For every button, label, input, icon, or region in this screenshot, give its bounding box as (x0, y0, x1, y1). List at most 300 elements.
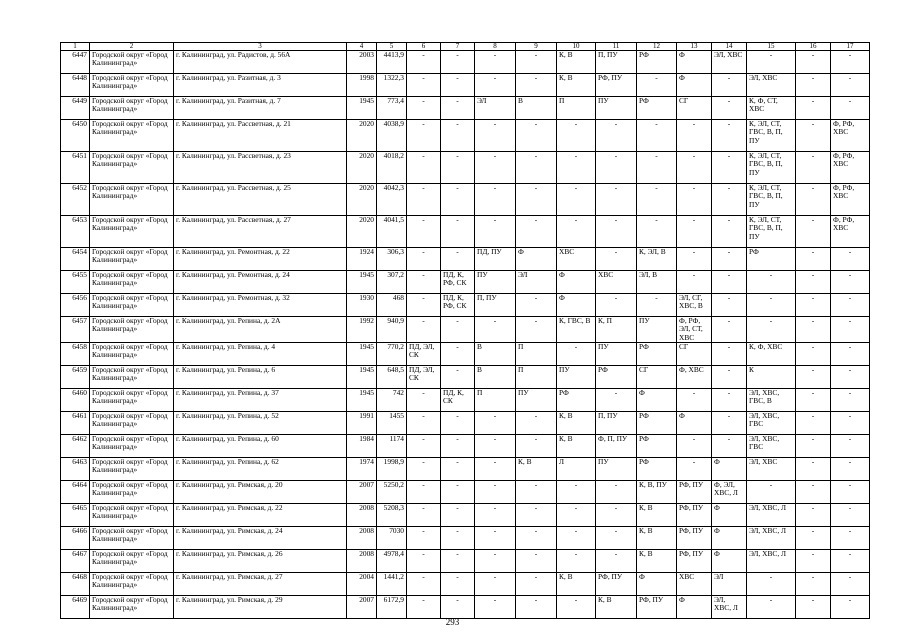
table-cell: - (516, 294, 557, 317)
table-cell: - (557, 152, 596, 184)
table-cell: - (441, 342, 475, 365)
table-cell: Ф (712, 457, 747, 480)
table-cell: - (407, 503, 441, 526)
table-cell: - (441, 120, 475, 152)
column-number: 3 (174, 43, 347, 51)
table-cell: - (596, 152, 637, 184)
table-cell: 2020 (347, 120, 377, 152)
table-cell: 6464 (61, 480, 90, 503)
table-cell: - (407, 434, 441, 457)
table-cell: РФ (637, 457, 677, 480)
column-number: 8 (475, 43, 516, 51)
table-cell: - (712, 216, 747, 248)
table-cell: 6462 (61, 434, 90, 457)
table-cell: 6458 (61, 342, 90, 365)
table-cell: - (831, 526, 870, 549)
table-cell: Городской округ «Город Калининград» (90, 595, 174, 618)
table-cell: - (407, 51, 441, 74)
table-cell: ЭЛ, ХВС, ГВС, В (747, 388, 796, 411)
table-cell: Ф (516, 248, 557, 271)
table-cell: 773,4 (377, 97, 407, 120)
table-cell: - (712, 342, 747, 365)
table-cell: - (747, 317, 796, 343)
table-cell: - (516, 549, 557, 572)
table-cell: 2007 (347, 595, 377, 618)
table-cell: - (407, 595, 441, 618)
table-cell: ХВС (677, 572, 712, 595)
table-cell: 4018,2 (377, 152, 407, 184)
table-cell: - (796, 216, 831, 248)
table-cell: 6468 (61, 572, 90, 595)
table-cell: - (441, 152, 475, 184)
table-row (61, 526, 870, 549)
table-cell: 1945 (347, 97, 377, 120)
table-cell: - (475, 549, 516, 572)
table-cell: П, ПУ (596, 51, 637, 74)
table-cell: 1441,2 (377, 572, 407, 595)
table-cell: г. Калининград, ул. Радистов, д. 56А (174, 51, 347, 74)
table-cell: - (596, 216, 637, 248)
table-cell: 5208,3 (377, 503, 407, 526)
table-cell: - (441, 365, 475, 388)
table-cell: Городской округ «Город Калининград» (90, 572, 174, 595)
table-cell: - (796, 271, 831, 294)
table-cell: - (747, 51, 796, 74)
table-cell: - (516, 572, 557, 595)
table-cell: - (441, 248, 475, 271)
table-cell: - (407, 216, 441, 248)
table-cell: г. Калининград, ул. Рассветная, д. 23 (174, 152, 347, 184)
table-cell: - (516, 317, 557, 343)
table-cell: Городской округ «Город Калининград» (90, 365, 174, 388)
table-cell: 6463 (61, 457, 90, 480)
table-cell: - (441, 595, 475, 618)
table-cell: - (677, 216, 712, 248)
table-cell: Ф, РФ, ХВС (831, 120, 870, 152)
table-cell: - (831, 271, 870, 294)
table-cell: РФ (557, 388, 596, 411)
table-cell: 6466 (61, 526, 90, 549)
table-cell: - (516, 503, 557, 526)
table-cell: - (441, 317, 475, 343)
table-cell: 2020 (347, 216, 377, 248)
table-cell: Городской округ «Город Калининград» (90, 248, 174, 271)
table-cell: 6467 (61, 549, 90, 572)
table-cell: - (516, 480, 557, 503)
table-cell: Ф, РФ, ХВС (831, 216, 870, 248)
table-cell: - (796, 457, 831, 480)
table-cell: 1930 (347, 294, 377, 317)
table-cell: - (407, 248, 441, 271)
table-cell: В (475, 365, 516, 388)
table-cell: - (796, 152, 831, 184)
table-cell: ЭЛ (516, 271, 557, 294)
table-cell: - (557, 184, 596, 216)
table-cell: г. Калининград, ул. Ремонтная, д. 22 (174, 248, 347, 271)
table-row (61, 294, 870, 317)
table-cell: К, П (596, 317, 637, 343)
table-cell: - (516, 184, 557, 216)
table-cell: - (475, 526, 516, 549)
table-cell: РФ, ПУ (677, 526, 712, 549)
table-cell: Ф (677, 74, 712, 97)
table-cell: - (677, 457, 712, 480)
table-cell: г. Калининград, ул. Ремонтная, д. 24 (174, 271, 347, 294)
table-cell: 6457 (61, 317, 90, 343)
table-row (61, 248, 870, 271)
table-cell: - (796, 184, 831, 216)
table-cell: ПУ (596, 342, 637, 365)
table-cell: 4041,5 (377, 216, 407, 248)
table-cell: - (796, 549, 831, 572)
table-cell: 1974 (347, 457, 377, 480)
table-row (61, 184, 870, 216)
table-cell: Ф (712, 549, 747, 572)
table-cell: К, ЭЛ, СТ, ГВС, В, П, ПУ (747, 152, 796, 184)
column-number: 6 (407, 43, 441, 51)
column-number: 9 (516, 43, 557, 51)
table-cell: - (796, 411, 831, 434)
table-cell: ЭЛ, В (637, 271, 677, 294)
table-cell: г. Калининград, ул. Репина, д. 60 (174, 434, 347, 457)
table-cell: Ф (637, 572, 677, 595)
table-cell: 1992 (347, 317, 377, 343)
table-cell: В (475, 342, 516, 365)
table-cell: - (516, 216, 557, 248)
table-cell: - (831, 549, 870, 572)
table-cell: - (831, 411, 870, 434)
table-cell: - (516, 595, 557, 618)
table-cell: П, ПУ (596, 411, 637, 434)
table-cell: К, ЭЛ, СТ, ГВС, В, П, ПУ (747, 184, 796, 216)
table-cell: - (596, 549, 637, 572)
table-row (61, 595, 870, 618)
table-cell: 1174 (377, 434, 407, 457)
table-cell: Городской округ «Город Калининград» (90, 294, 174, 317)
table-cell: г. Калининград, ул. Репина, д. 62 (174, 457, 347, 480)
table-cell: Ф, РФ, ХВС (831, 152, 870, 184)
table-cell: г. Калининград, ул. Репина, д. 52 (174, 411, 347, 434)
table-cell: РФ (596, 365, 637, 388)
table-cell: - (557, 342, 596, 365)
table-row (61, 97, 870, 120)
table-cell: 4413,9 (377, 51, 407, 74)
table-cell: - (441, 503, 475, 526)
table-cell: - (596, 294, 637, 317)
table-cell: 6447 (61, 51, 90, 74)
table-cell: - (475, 480, 516, 503)
table-cell: РФ (747, 248, 796, 271)
table-cell: Городской округ «Город Калининград» (90, 97, 174, 120)
table-cell: 307,2 (377, 271, 407, 294)
table-cell: - (831, 365, 870, 388)
table-cell: - (407, 120, 441, 152)
table-cell: ПД, К, РФ, СК (441, 294, 475, 317)
table-cell: К, В (637, 549, 677, 572)
column-number-row (61, 43, 870, 51)
table-cell: - (712, 184, 747, 216)
table-cell: г. Калининград, ул. Римская, д. 29 (174, 595, 347, 618)
table-cell: К, ЭЛ, В (637, 248, 677, 271)
table-cell: 468 (377, 294, 407, 317)
table-cell: - (796, 388, 831, 411)
table-cell: 742 (377, 388, 407, 411)
table-cell: - (441, 480, 475, 503)
table-cell: - (796, 503, 831, 526)
table-cell: - (637, 74, 677, 97)
table-row (61, 434, 870, 457)
table-cell: Городской округ «Город Калининград» (90, 457, 174, 480)
table-cell: Городской округ «Город Калининград» (90, 434, 174, 457)
table-cell: 2004 (347, 572, 377, 595)
column-number: 11 (596, 43, 637, 51)
table-cell: ЭЛ, ХВС, ГВС (747, 411, 796, 434)
table-cell: - (516, 51, 557, 74)
table-cell: г. Калининград, ул. Римская, д. 22 (174, 503, 347, 526)
table-cell: 6453 (61, 216, 90, 248)
table-cell: 1945 (347, 271, 377, 294)
table-cell: Ф (712, 503, 747, 526)
table-cell: РФ, ПУ (596, 572, 637, 595)
table-cell: - (475, 411, 516, 434)
table-cell: 6452 (61, 184, 90, 216)
table-cell: Городской округ «Город Калининград» (90, 120, 174, 152)
table-cell: - (796, 294, 831, 317)
table-cell: 1998 (347, 74, 377, 97)
table-cell: - (831, 248, 870, 271)
table-cell: - (407, 74, 441, 97)
table-cell: - (407, 97, 441, 120)
table-cell: К, В (516, 457, 557, 480)
table-cell: 6451 (61, 152, 90, 184)
table-cell: - (831, 480, 870, 503)
table-cell: - (475, 317, 516, 343)
table-cell: г. Калининград, ул. Разитная, д. 7 (174, 97, 347, 120)
table-cell: - (712, 120, 747, 152)
table-row (61, 342, 870, 365)
table-cell: - (712, 74, 747, 97)
table-cell: 6456 (61, 294, 90, 317)
table-cell: - (831, 74, 870, 97)
table-cell: ЭЛ, ХВС (712, 51, 747, 74)
table-row (61, 216, 870, 248)
table-cell: К, В (596, 595, 637, 618)
table-cell: РФ, ПУ (677, 480, 712, 503)
table-cell: 1998,9 (377, 457, 407, 480)
housing-register-table (60, 42, 870, 619)
table-row (61, 411, 870, 434)
table-cell: В (516, 97, 557, 120)
table-cell: - (596, 503, 637, 526)
table-cell: 1945 (347, 388, 377, 411)
table-cell: 6448 (61, 74, 90, 97)
table-cell: РФ (637, 97, 677, 120)
table-row (61, 152, 870, 184)
table-cell: 4978,4 (377, 549, 407, 572)
table-cell: СГ (637, 365, 677, 388)
table-cell: г. Калининград, ул. Римская, д. 26 (174, 549, 347, 572)
table-cell: Городской округ «Город Калининград» (90, 411, 174, 434)
table-cell: - (516, 434, 557, 457)
table-cell: - (831, 294, 870, 317)
table-cell: - (796, 595, 831, 618)
table-cell: 940,9 (377, 317, 407, 343)
table-cell: - (677, 120, 712, 152)
table-cell: 6465 (61, 503, 90, 526)
table-cell: К, ЭЛ, СТ, ГВС, В, П, ПУ (747, 216, 796, 248)
table-cell: - (407, 549, 441, 572)
table-cell: РФ, ПУ (677, 503, 712, 526)
table-cell: К, В (557, 434, 596, 457)
table-cell: - (747, 572, 796, 595)
table-cell: - (475, 51, 516, 74)
table-cell: Городской округ «Город Калининград» (90, 503, 174, 526)
table-cell: 306,3 (377, 248, 407, 271)
table-cell: ПД, К, РФ, СК (441, 271, 475, 294)
table-cell: П (516, 365, 557, 388)
column-number: 12 (637, 43, 677, 51)
table-cell: Городской округ «Город Калининград» (90, 51, 174, 74)
table-cell: 1322,3 (377, 74, 407, 97)
table-cell: - (475, 572, 516, 595)
table-cell: 2020 (347, 184, 377, 216)
table-cell: Городской округ «Город Калининград» (90, 271, 174, 294)
table-cell: - (796, 317, 831, 343)
table-cell: ПУ (475, 271, 516, 294)
table-cell: Городской округ «Город Калининград» (90, 526, 174, 549)
table-cell: Городской округ «Город Калининград» (90, 549, 174, 572)
table-cell: К, В, ПУ (637, 480, 677, 503)
table-cell: Ф (677, 595, 712, 618)
table-cell: - (407, 572, 441, 595)
table-cell: 1945 (347, 365, 377, 388)
table-cell: П (475, 388, 516, 411)
table-cell: - (796, 120, 831, 152)
table-cell: - (677, 184, 712, 216)
table-cell: - (441, 74, 475, 97)
table-cell: Ф, ХВС (677, 365, 712, 388)
table-cell: - (441, 572, 475, 595)
table-cell: - (712, 365, 747, 388)
table-cell: - (747, 294, 796, 317)
table-row (61, 271, 870, 294)
table-cell: г. Калининград, ул. Ремонтная, д. 32 (174, 294, 347, 317)
table-cell: - (712, 434, 747, 457)
column-number: 16 (796, 43, 831, 51)
table-cell: ЭЛ, ХВС, Л (747, 549, 796, 572)
table-cell: - (712, 294, 747, 317)
table-cell: - (637, 152, 677, 184)
table-cell: 6460 (61, 388, 90, 411)
table-cell: 1984 (347, 434, 377, 457)
table-cell: - (475, 216, 516, 248)
table-cell: РФ (637, 342, 677, 365)
table-cell: 6172,9 (377, 595, 407, 618)
table-cell: - (637, 216, 677, 248)
table-cell: - (475, 457, 516, 480)
table-cell: - (712, 317, 747, 343)
table-cell: - (407, 411, 441, 434)
table-cell: - (407, 317, 441, 343)
table-cell: - (677, 152, 712, 184)
table-cell: Ф (712, 526, 747, 549)
table-cell: К, В (637, 503, 677, 526)
table-row (61, 51, 870, 74)
table-cell: - (516, 152, 557, 184)
table-cell: К (747, 365, 796, 388)
table-cell: - (557, 549, 596, 572)
table-cell: - (831, 51, 870, 74)
table-cell: г. Калининград, ул. Репина, д. 4 (174, 342, 347, 365)
table-cell: 6454 (61, 248, 90, 271)
table-cell: - (831, 97, 870, 120)
table-cell: - (407, 152, 441, 184)
table-cell: РФ (637, 51, 677, 74)
table-cell: К, ГВС, В (557, 317, 596, 343)
table-cell: Городской округ «Город Калининград» (90, 480, 174, 503)
table-cell: - (596, 184, 637, 216)
table-cell: - (596, 248, 637, 271)
table-cell: - (407, 184, 441, 216)
table-cell: г. Калининград, ул. Рассветная, д. 21 (174, 120, 347, 152)
table-cell: ПД, ПУ (475, 248, 516, 271)
table-body (61, 43, 870, 619)
table-cell: - (557, 503, 596, 526)
table-cell: - (407, 271, 441, 294)
table-cell: ПД, ЭЛ, СК (407, 365, 441, 388)
table-cell: - (637, 294, 677, 317)
table-cell: - (475, 152, 516, 184)
table-cell: - (407, 388, 441, 411)
table-cell: Ф, РФ, ХВС (831, 184, 870, 216)
table-cell: К, В (557, 572, 596, 595)
table-cell: ПУ (596, 97, 637, 120)
column-number: 10 (557, 43, 596, 51)
table-cell: К, Ф, ХВС (747, 342, 796, 365)
table-cell: - (407, 294, 441, 317)
table-cell: ПУ (637, 317, 677, 343)
table-cell: - (557, 120, 596, 152)
table-cell: Городской округ «Город Калининград» (90, 152, 174, 184)
table-cell: П, ПУ (475, 294, 516, 317)
table-cell: - (557, 526, 596, 549)
table-cell: П (516, 342, 557, 365)
table-cell: - (637, 184, 677, 216)
table-cell: - (475, 74, 516, 97)
table-cell: Городской округ «Город Калининград» (90, 342, 174, 365)
table-cell: - (796, 342, 831, 365)
table-cell: - (516, 120, 557, 152)
table-cell: ХВС (557, 248, 596, 271)
table-cell: 1945 (347, 342, 377, 365)
table-cell: РФ, ПУ (637, 595, 677, 618)
table-cell: г. Калининград, ул. Римская, д. 27 (174, 572, 347, 595)
table-cell: г. Калининград, ул. Разитная, д. 3 (174, 74, 347, 97)
table-cell: Городской округ «Город Калининград» (90, 184, 174, 216)
table-cell: - (796, 74, 831, 97)
table-cell: - (557, 216, 596, 248)
table-cell: К, В (637, 526, 677, 549)
table-cell: - (441, 216, 475, 248)
table-cell: РФ, ПУ (677, 549, 712, 572)
table-cell: - (831, 572, 870, 595)
table-cell: ПД, К, СК (441, 388, 475, 411)
table-cell: ЭЛ, ХВС, ГВС (747, 434, 796, 457)
table-cell: ЭЛ, ХВС (747, 457, 796, 480)
table-cell: - (831, 388, 870, 411)
table-cell: ПД, ЭЛ, СК (407, 342, 441, 365)
table-cell: Ф, РФ, ЭЛ, СТ, ХВС (677, 317, 712, 343)
